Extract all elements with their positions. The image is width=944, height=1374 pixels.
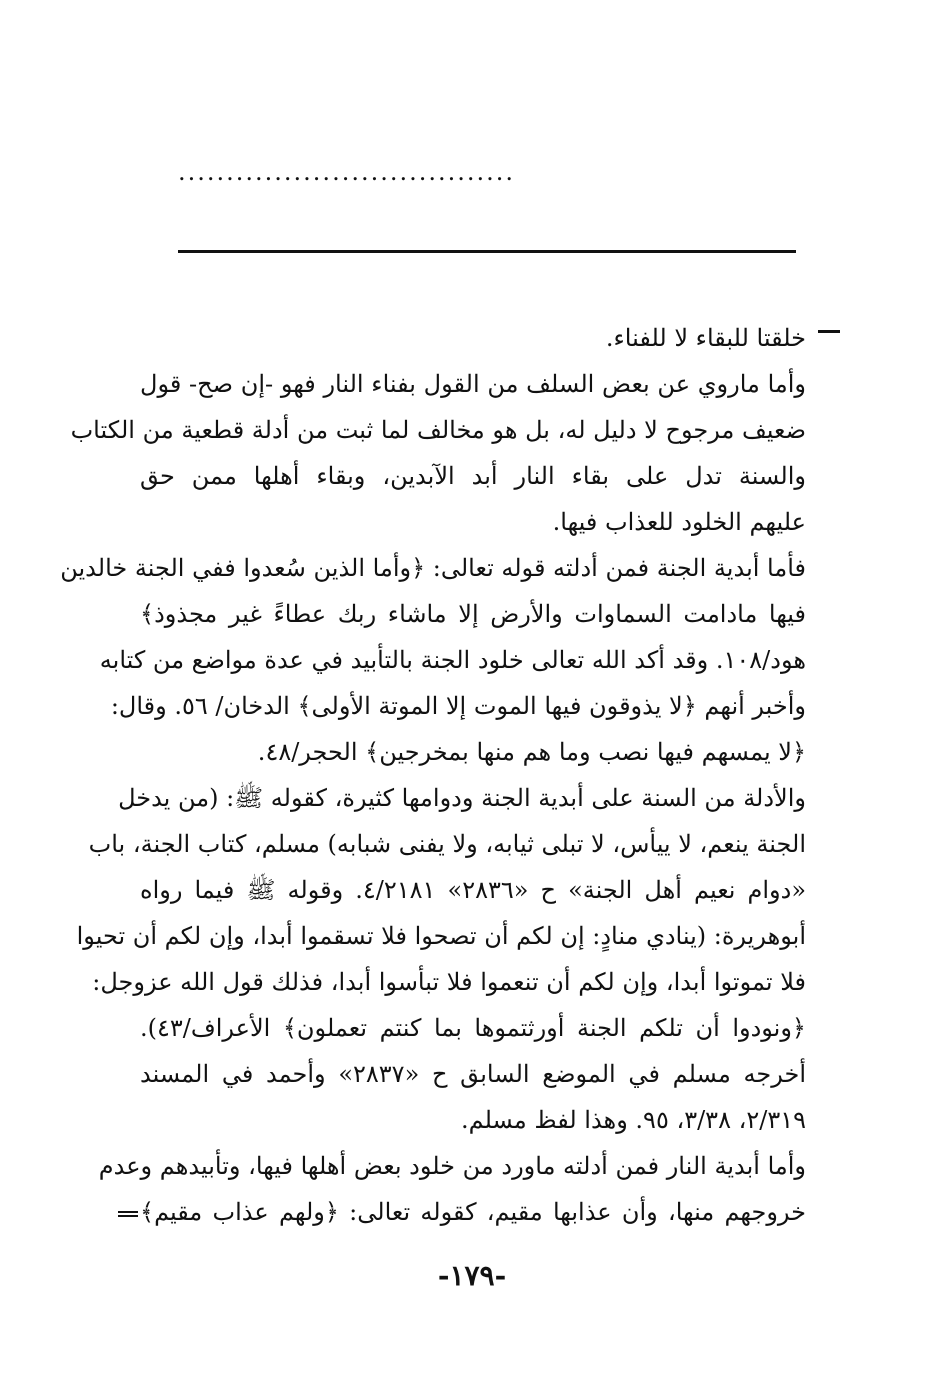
text-line: ﴿لا يمسهم فيها نصب وما هم منها بمخرجين﴾ الحجر/٤٨. bbox=[257, 738, 806, 766]
text-line: وأما ماروي عن بعض السلف من القول بفناء النار فهو -إن صح- قول bbox=[140, 370, 806, 398]
text-line: خلقتا للبقاء لا للفناء. bbox=[605, 324, 806, 352]
text-line: والأدلة من السنة على أبدية الجنة ودوامها كثيرة، كقوله ﷺ: (من يدخل bbox=[118, 784, 806, 812]
text-line: فلا تموتوا أبدا، وإن لكم أن تنعموا فلا تبأسوا أبدا، فذلك قول الله عزوجل: bbox=[92, 968, 806, 996]
footnote-start-dash bbox=[818, 330, 840, 333]
text-line: الجنة ينعم، لا ييأس، لا تبلى ثيابه، ولا يفنى شبابه) مسلم، كتاب الجنة، باب bbox=[88, 830, 806, 858]
footnote-text bbox=[60, 315, 807, 1235]
text-line: وأخبر أنهم ﴿لا يذوقون فيها الموت إلا الموتة الأولى﴾ الدخان/ ٥٦. وقال: bbox=[110, 692, 806, 720]
text-line: عليهم الخلود للعذاب فيها. bbox=[552, 508, 806, 536]
text-line: ٢/٣١٩، ٣/٣٨، ٩٥. وهذا لفظ مسلم. bbox=[460, 1106, 806, 1134]
text-line: أخرجه مسلم في الموضع السابق ح «٢٨٣٧» وأحمد في المسند bbox=[140, 1060, 806, 1088]
page-number: -١٧٩- bbox=[437, 1259, 507, 1292]
text-line: والسنة تدل على بقاء النار أبد الآبدين، وبقاء أهلها ممن حق bbox=[140, 462, 806, 490]
text-line: ضعيف مرجوح لا دليل له، بل هو مخالف لما ثبت من أدلة قطعية من الكتاب bbox=[70, 416, 806, 444]
footnote-separator-dots: ................................... bbox=[178, 158, 516, 186]
text-line: فأما أبدية الجنة فمن أدلته قوله تعالى: ﴿وأما الذين سُعدوا ففي الجنة خالدين bbox=[60, 554, 806, 582]
text-line: وأما أبدية النار فمن أدلته ماورد من خلود بعض أهلها فيها، وتأبيدهم وعدم bbox=[98, 1152, 806, 1180]
text-line: «دوام نعيم أهل الجنة» ح «٢٨٣٦» ٤/٢١٨١. وقوله ﷺ فيما رواه bbox=[140, 876, 807, 904]
text-line: فيها مادامت السماوات والأرض إلا ماشاء ربك عطاءً غير مجذوذ﴾ bbox=[140, 600, 806, 628]
continuation-mark bbox=[118, 1211, 138, 1217]
text-line: ﴿ونودوا أن تلكم الجنة أورثتموها بما كنتم تعملون﴾ الأعراف/٤٣). bbox=[140, 1014, 806, 1042]
text-line: أبوهريرة: (ينادي منادٍ: إن لكم أن تصحوا فلا تسقموا أبدا، وإن لكم أن تحيوا bbox=[76, 922, 806, 950]
text-line: خروجهم منها، وأن عذابها مقيم، كقوله تعالى: ﴿ولهم عذاب مقيم﴾ bbox=[140, 1198, 806, 1226]
footnote-separator-rule bbox=[178, 250, 796, 253]
text-line: هود/١٠٨. وقد أكد الله تعالى خلود الجنة بالتأبيد في عدة مواضع من كتابه bbox=[99, 646, 806, 674]
